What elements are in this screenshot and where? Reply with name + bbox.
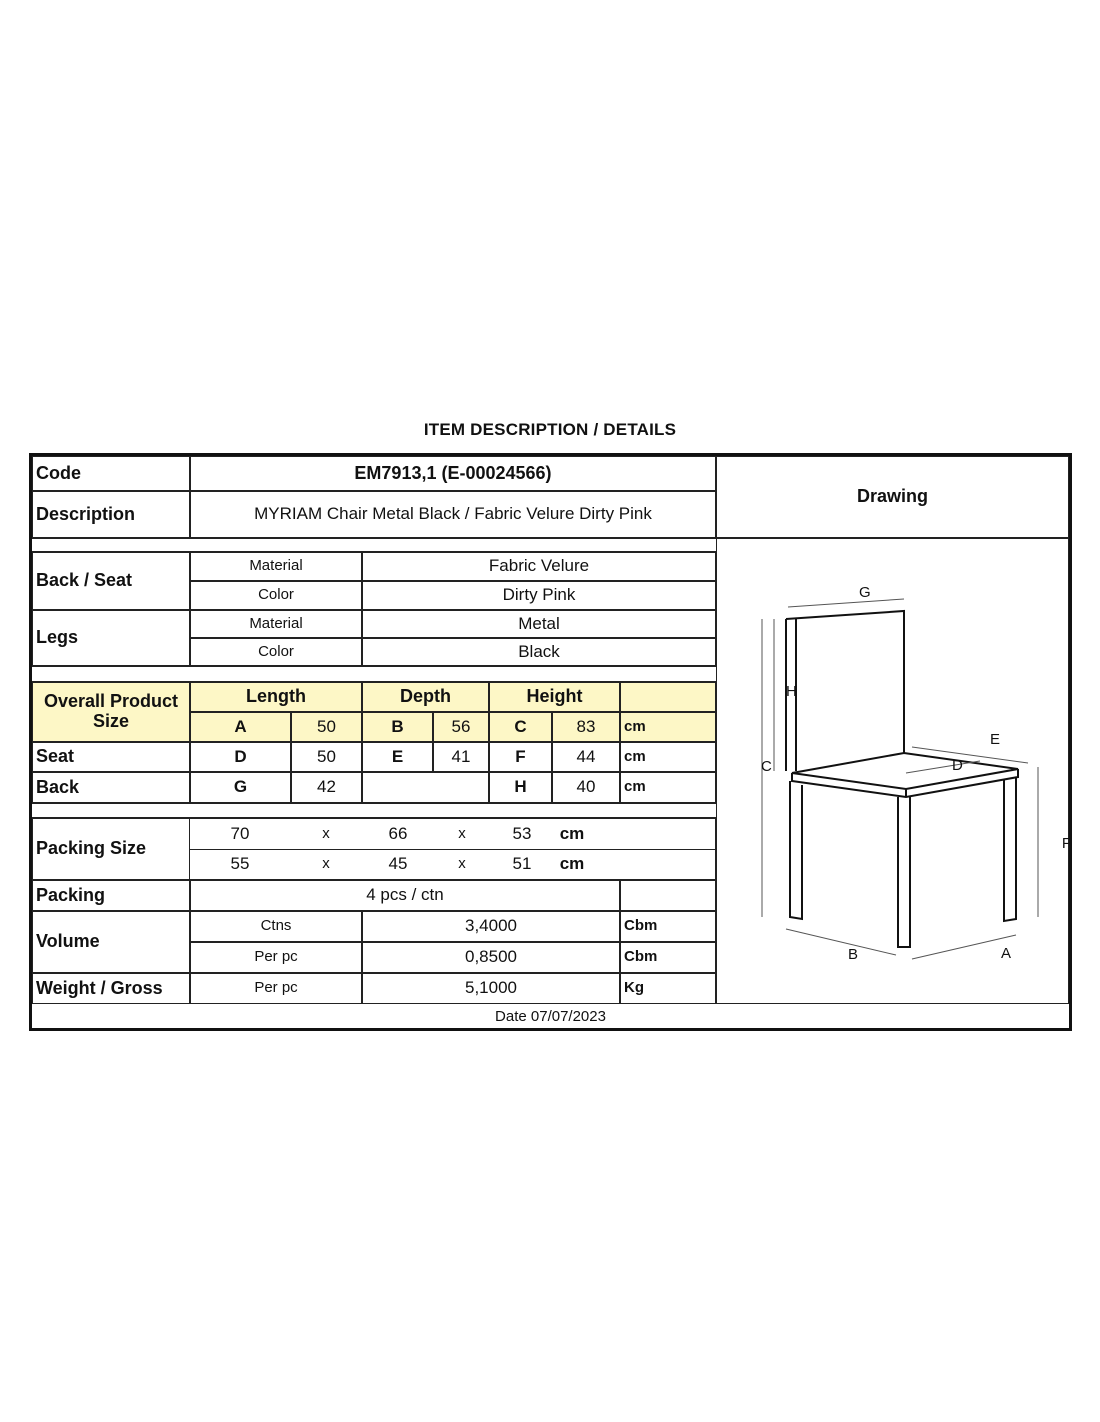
dim-f-value: 44 (552, 742, 620, 772)
chair-drawing (716, 541, 1069, 1007)
dim-b-letter: B (362, 712, 433, 742)
drawing-label-a: A (1001, 945, 1012, 962)
back-seat-material-label: Material (190, 552, 362, 581)
packing-size-row-1 (190, 818, 716, 849)
packing-size-row-2 (190, 849, 716, 880)
dim-c-letter: C (489, 712, 552, 742)
legs-material-value: Metal (362, 610, 716, 638)
row-separator (32, 666, 716, 682)
page-title: ITEM DESCRIPTION / DETAILS (423, 420, 677, 439)
packing-size-label: Packing Size (32, 818, 190, 880)
dim-a-value: 50 (291, 712, 362, 742)
packing-unit-empty (620, 880, 716, 911)
drawing-label-c: C (761, 758, 772, 775)
dim-b-value: 56 (433, 712, 489, 742)
volume-label: Volume (32, 911, 190, 973)
overall-size-label: Overall Product Size (32, 682, 190, 742)
description-label: Description (32, 491, 190, 538)
item-details-sheet (29, 453, 1072, 1031)
row-separator (32, 803, 716, 818)
pack1-x1: x (322, 824, 330, 842)
back-seat-color-label: Color (190, 581, 362, 610)
legs-material-label: Material (190, 610, 362, 638)
dim-a-letter: A (190, 712, 291, 742)
pack1-length: 70 (230, 823, 250, 843)
overall-unit: cm (620, 712, 716, 742)
pack1-unit: cm (559, 823, 585, 843)
dim-d-letter: D (190, 742, 291, 772)
pack1-x2: x (458, 824, 466, 842)
code-value: EM7913,1 (E-00024566) (190, 456, 716, 491)
pack1-depth: 66 (388, 823, 408, 843)
row-separator (32, 538, 716, 552)
dim-d-value: 50 (291, 742, 362, 772)
back-seat-label: Back / Seat (32, 552, 190, 610)
volume-ctns-value: 3,4000 (362, 911, 620, 942)
drawing-header: Drawing (716, 456, 1069, 538)
drawing-label-d: D (952, 757, 963, 774)
pack2-height: 51 (512, 854, 532, 874)
pack2-x2: x (458, 855, 466, 873)
description-value: MYRIAM Chair Metal Black / Fabric Velure Dirty Pink (190, 491, 716, 538)
dim-c-value: 83 (552, 712, 620, 742)
pack2-x1: x (322, 855, 330, 873)
back-seat-material-value: Fabric Velure (362, 552, 716, 581)
back-label: Back (32, 772, 190, 803)
volume-ctns-label: Ctns (190, 911, 362, 942)
legs-color-label: Color (190, 638, 362, 666)
drawing-label-b: B (848, 946, 859, 963)
dim-g-letter: G (190, 772, 291, 803)
back-seat-color-value: Dirty Pink (362, 581, 716, 610)
dim-h-value: 40 (552, 772, 620, 803)
drawing-label-h: H (786, 683, 797, 700)
seat-unit: cm (620, 742, 716, 772)
dim-h-letter: H (489, 772, 552, 803)
volume-perpc-unit: Cbm (620, 942, 716, 973)
back-unit: cm (620, 772, 716, 803)
height-header: Height (489, 682, 620, 712)
drawing-label-e: E (990, 731, 1001, 748)
pack2-depth: 45 (388, 854, 408, 874)
drawing-label-f: F (1061, 835, 1071, 852)
volume-perpc-label: Per pc (190, 942, 362, 973)
legs-label: Legs (32, 610, 190, 666)
seat-label: Seat (32, 742, 190, 772)
packing-label: Packing (32, 880, 190, 911)
drawing-label-g: G (859, 584, 871, 601)
volume-ctns-unit: Cbm (620, 911, 716, 942)
legs-color-value: Black (362, 638, 716, 666)
unit-header (620, 682, 716, 712)
depth-header: Depth (362, 682, 489, 712)
weight-label: Weight / Gross (32, 973, 190, 1004)
packing-value: 4 pcs / ctn (190, 880, 620, 911)
weight-perpc-label: Per pc (190, 973, 362, 1004)
dim-g-value: 42 (291, 772, 362, 803)
pack2-unit: cm (559, 854, 585, 874)
length-header: Length (190, 682, 362, 712)
dim-e-value: 41 (433, 742, 489, 772)
dim-e-letter: E (362, 742, 433, 772)
weight-unit: Kg (620, 973, 716, 1004)
pack1-height: 53 (512, 823, 532, 843)
date-footer: Date 07/07/2023 (495, 1007, 606, 1025)
weight-value: 5,1000 (362, 973, 620, 1004)
volume-perpc-value: 0,8500 (362, 942, 620, 973)
empty-cell (362, 772, 489, 803)
dim-f-letter: F (489, 742, 552, 772)
pack2-length: 55 (230, 854, 250, 874)
code-label: Code (32, 456, 190, 491)
